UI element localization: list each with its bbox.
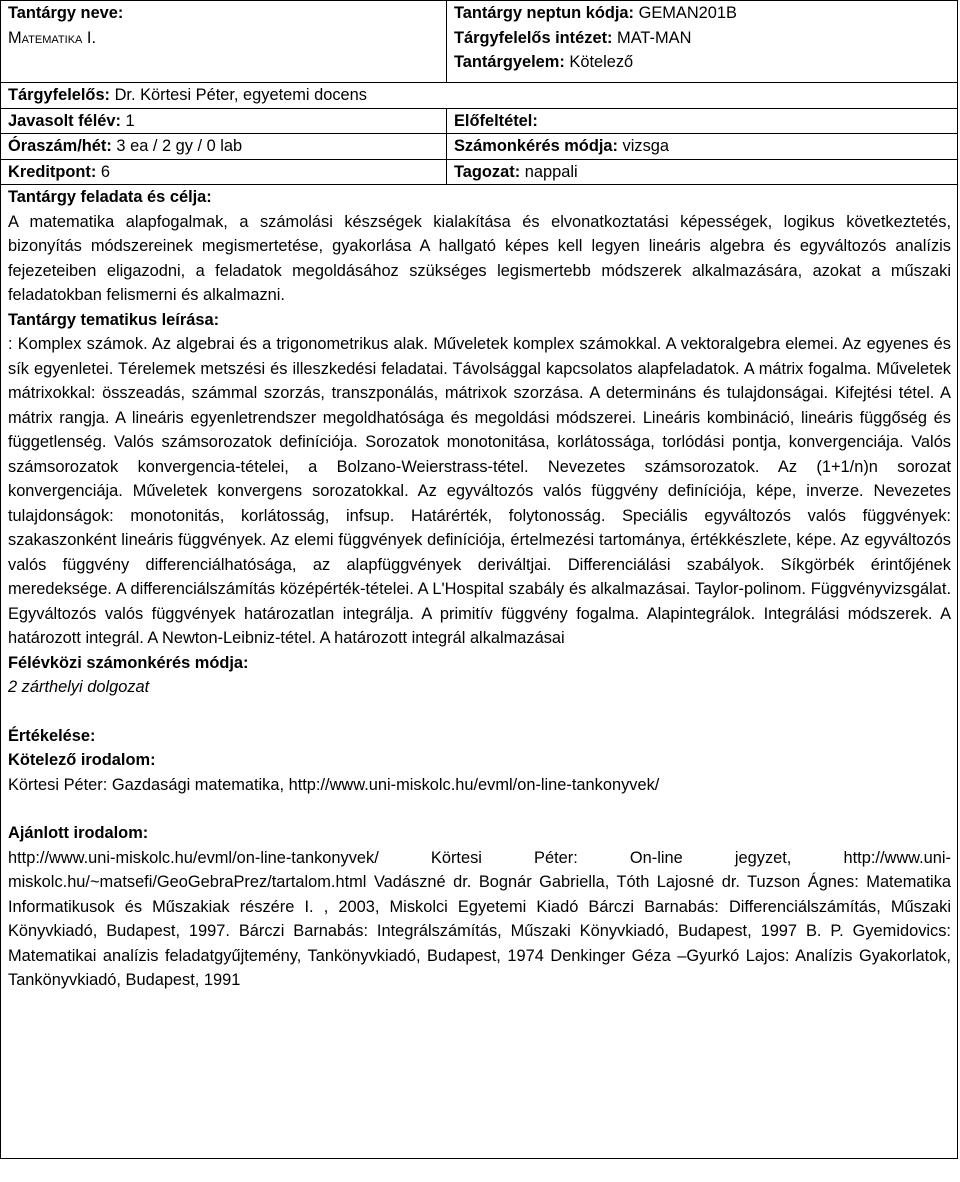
description-cell: [1, 185, 958, 1159]
midterm-text: 2 zárthelyi dolgozat: [8, 678, 150, 696]
credit-label: Kreditpont:: [8, 162, 97, 181]
credit-cell: [1, 159, 447, 185]
midterm-label: Félévközi számonkérés módja:: [8, 653, 249, 672]
goal-label: Tantárgy feladata és célja:: [8, 188, 212, 206]
hours-cell: [1, 134, 447, 160]
exam-type-value: vizsga: [622, 137, 669, 155]
exam-type-label: Számonkérés módja:: [454, 137, 618, 155]
goal-text: A matematika alapfogalmak, a számolási készségek kialakítása és elvonatkoztatási képességek, logikus következtetés, bizonyítás módszereinek megismertetése, gyakorlása A hallgató képes kell legyen lineáris algebra és egyváltozós analízis fejezeteiben eligazodni, a feladatok megoldásához szükséges legismertebb módszerek alkalmazására, azokat a műszaki feladatokban felismerni és alkalmazni.: [8, 212, 951, 304]
element-label: Tantárgyelem:: [454, 53, 565, 71]
responsible-cell: [1, 83, 958, 109]
prerequisite-cell: [447, 108, 958, 134]
subject-name-cell: [1, 1, 447, 83]
topics-text: : Komplex számok. Az algebrai és a trigonometrikus alak. Műveletek komplex számokkal. A vektoralgebra elemei. Az egyenes és sík egyenletei. Térelemek metszési és illeszkedési feladatai. Távolsággal kapcsolatos alapfeladatok. A mátrix fogalma. Műveletek mátrixokkal: összeadás, számmal szorzás, transzponálás, mátrixok szorzása. A determináns és tulajdonságai. Kifejtési tétel. A mátrix rangja. A lineáris egyenletrendszer megoldhatósága és megoldási módszerei. Lineáris kombináció, lineáris függőség és függetlenség. Valós számsorozatok definíciója. Sorozatok monotonitása, korlátossága, torlódási pontja, konvergenciája. Valós számsorozatok konvergencia-tételei, a Bolzano-Weierstrass-tétel. Nevezetes számsorozatok. Az (1+1/n)n sorozat konvergenciája. Műveletek konvergens sorozatokkal. Az egyváltozós valós függvény definíciója, képe, inverze. Nevezetes tulajdonságok: monotonitás, korlátosság, infsup. Határérték, folytonosság. Speciális egyváltozós valós függvények: szakaszonként lineáris függvények. Az elemi függvények definíciója, értelmezési tartománya, értékkészlete, képe. Az egyváltozós valós függvény differenciálhatósága, az alapfüggvények deriváltjai. Differenciálási szabályok. Síkgörbék érintőjének meredeksége. A differenciálszámítás középérték-tételei. A L'Hospital szabály és alkalmazásai. Taylor-polinom. Függvényvizsgálat. Egyváltozós valós függvények határozatlan integrálja. A primitív függvény fogalma. Alapintegrálok. Integrálási módszerek. A határozott integrál. A Newton-Leibniz-tétel. A határozott integrál alkalmazásai: [8, 335, 951, 647]
recommended-literature-label: Ajánlott irodalom:: [8, 824, 149, 842]
subject-name-label: Tantárgy neve:: [8, 4, 124, 22]
credit-value: 6: [100, 162, 110, 181]
subject-name-value: Matematika I.: [8, 28, 97, 47]
exam-type-cell: [447, 134, 958, 160]
division-cell: [447, 159, 958, 185]
topics-label: Tantárgy tematikus leírása:: [8, 310, 220, 329]
responsible-label: Tárgyfelelős:: [8, 86, 111, 104]
neptun-code-label: Tantárgy neptun kódja:: [454, 4, 635, 22]
prerequisite-label: Előfeltétel:: [454, 111, 538, 130]
division-label: Tagozat:: [454, 162, 521, 181]
semester-label: Javasolt félév:: [8, 111, 121, 130]
semester-value: 1: [125, 111, 135, 130]
hours-label: Óraszám/hét:: [8, 137, 112, 155]
required-literature-label: Kötelező irodalom:: [8, 751, 156, 769]
evaluation-label: Értékelése:: [8, 726, 96, 745]
subject-meta-cell: [447, 1, 958, 83]
hours-value: 3 ea / 2 gy / 0 lab: [116, 137, 243, 155]
division-value: nappali: [524, 162, 578, 181]
element-value: Kötelező: [569, 53, 634, 71]
institute-value: MAT-MAN: [617, 28, 692, 47]
neptun-code-value: GEMAN201B: [638, 4, 737, 22]
semester-cell: [1, 108, 447, 134]
recommended-literature-text: http://www.uni-miskolc.hu/evml/on-line-tankonyvek/ Körtesi Péter: On-line jegyzet, http://www.uni-miskolc.hu/~matsefi/GeoGebraPrez/tartalom.html Vadászné dr. Bognár Gabriella, Tóth Lajosné dr. Tuzson Ágnes: Matematika Informatikusok és Műszakiak részére I. , 2003, Miskolci Egyetemi Kiadó Bárczi Barnabás: Differenciálszámítás, Műszaki Könyvkiadó, Budapest, 1997. Bárczi Barnabás: Integrálszámítás, Műszaki Könyvkiadó, Budapest, 1997 B. P. Gyemidovics: Matematikai analízis feladatgyűjtemény, Tankönyvkiadó, Budapest, 1974 Denkinger Géza –Gyurkó Lajos: Analízis Gyakorlatok, Tankönyvkiadó, Budapest, 1991: [8, 848, 951, 989]
responsible-value: Dr. Körtesi Péter, egyetemi docens: [114, 86, 367, 104]
required-literature-text: Körtesi Péter: Gazdasági matematika, http://www.uni-miskolc.hu/evml/on-line-tankonyvek/: [8, 775, 660, 794]
institute-label: Tárgyfelelős intézet:: [454, 28, 613, 47]
